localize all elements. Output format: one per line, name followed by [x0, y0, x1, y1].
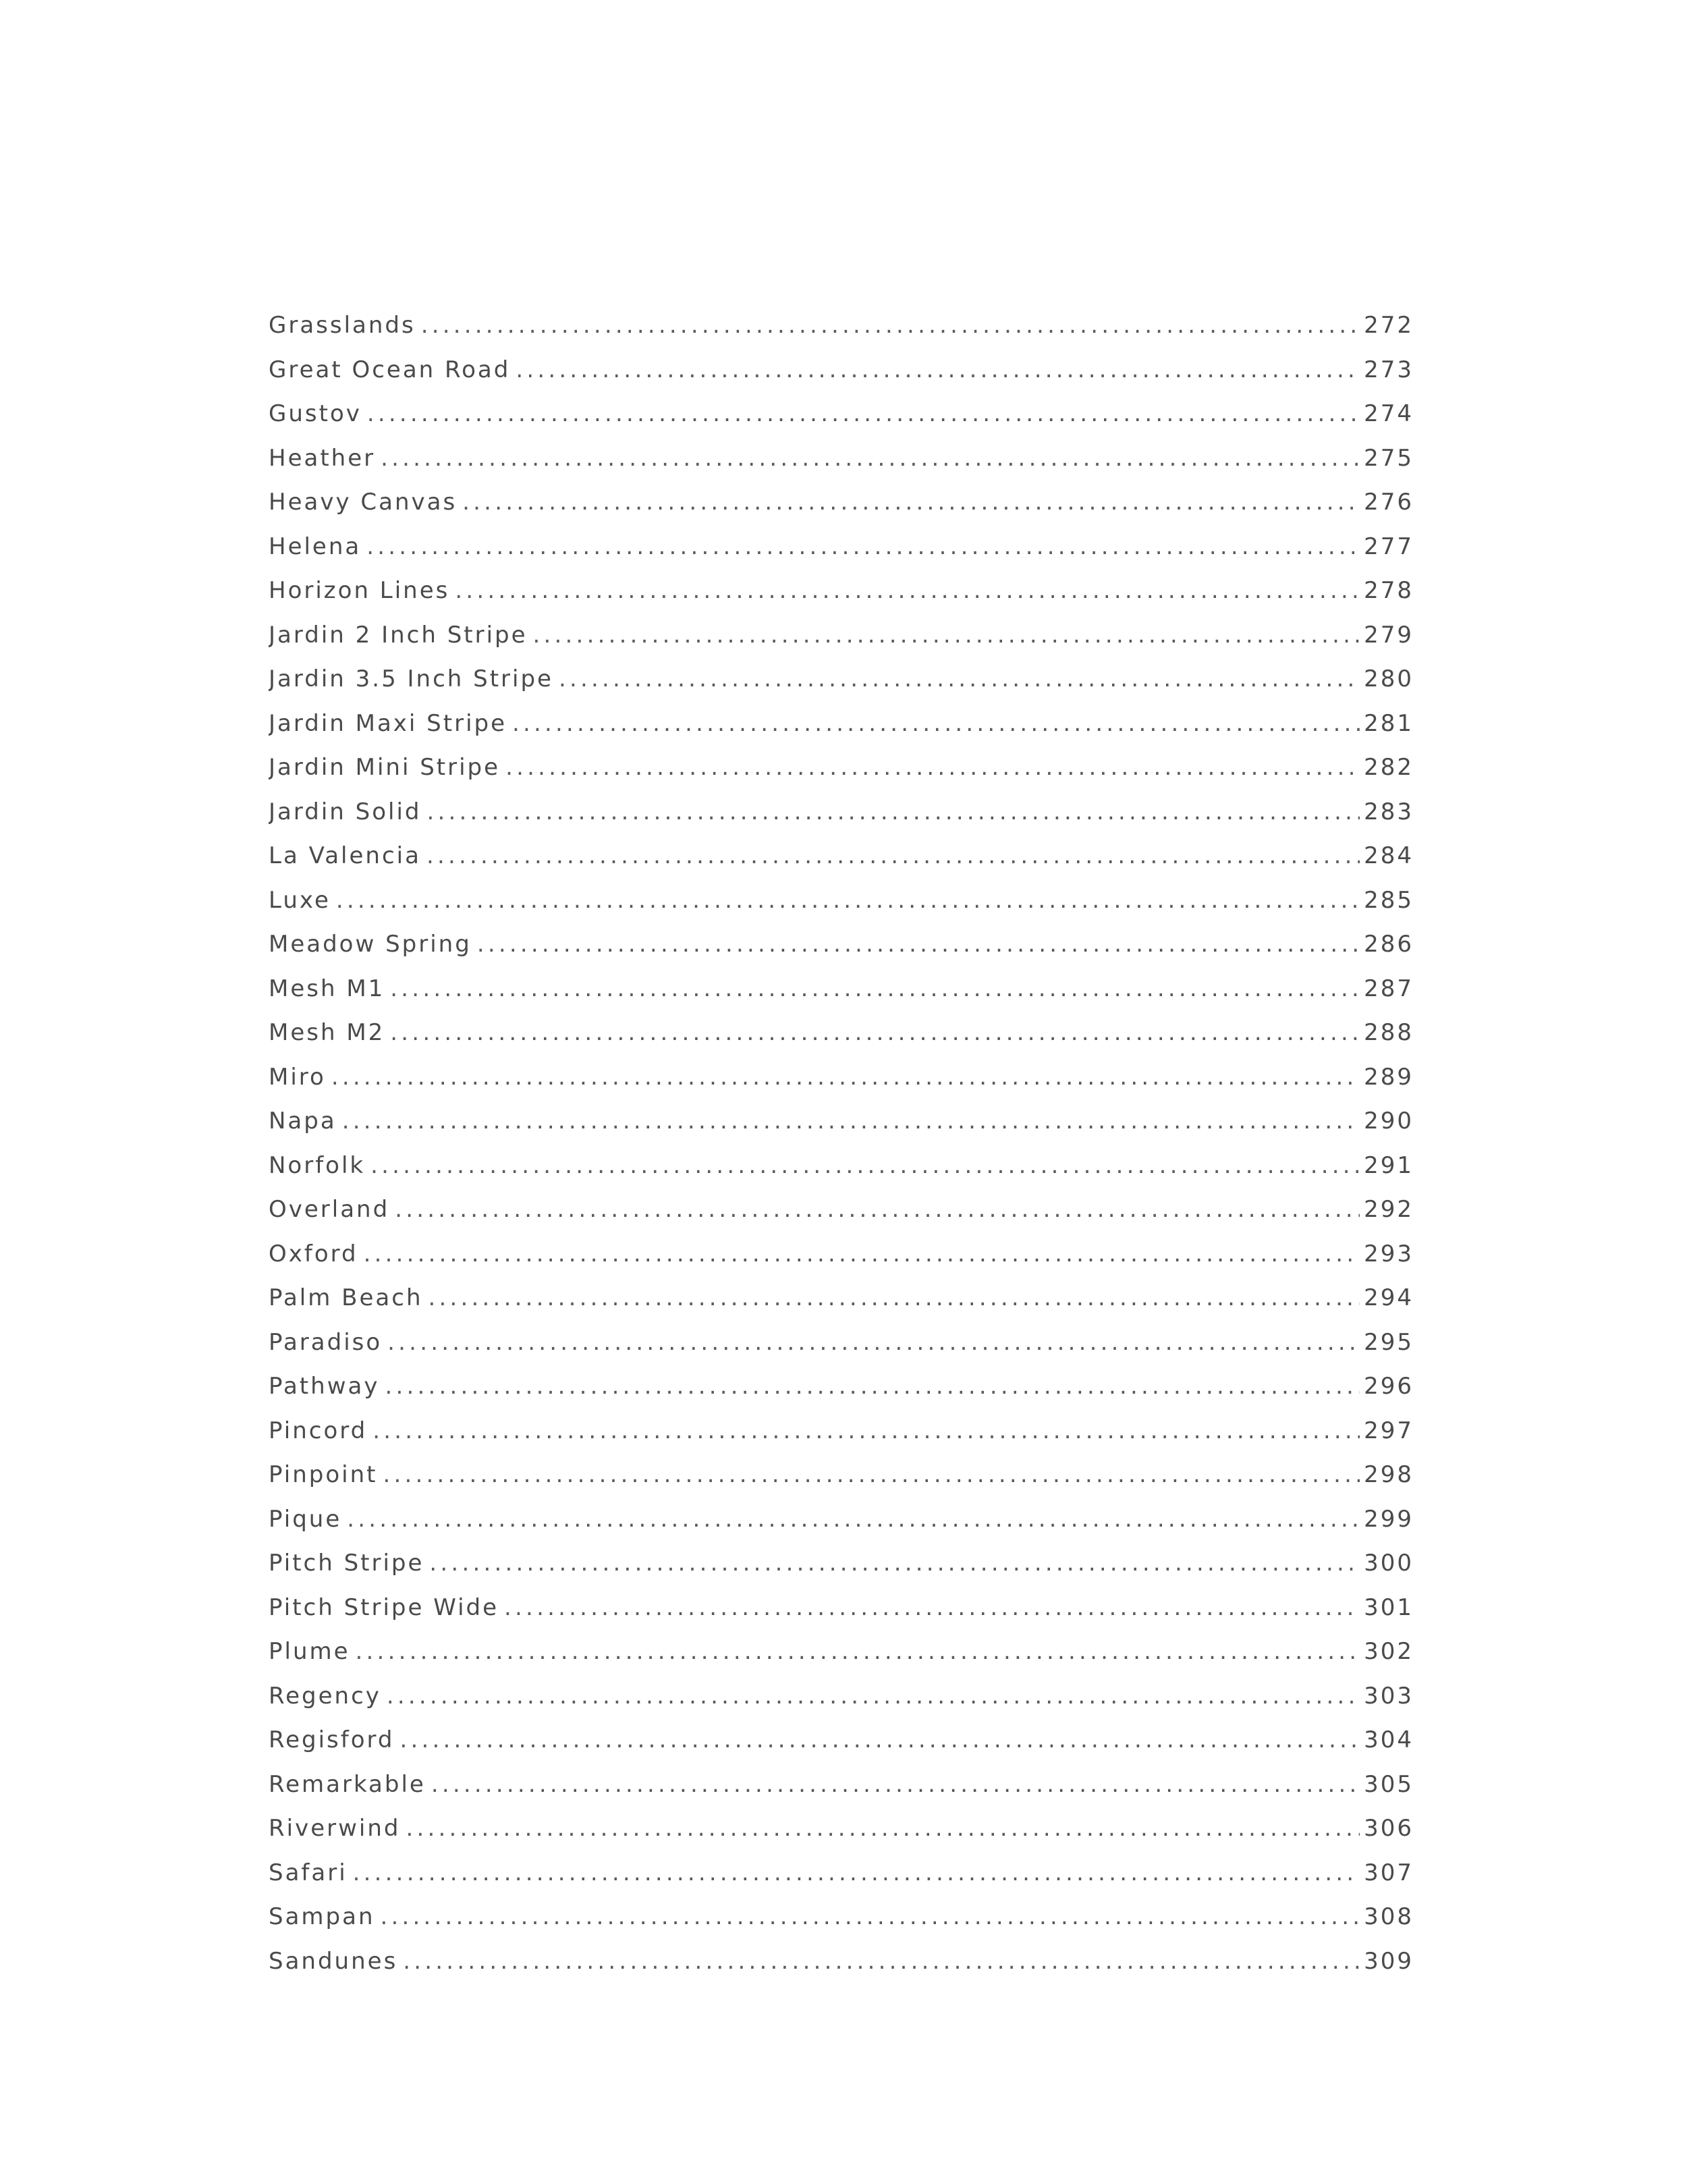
- toc-entry[interactable]: [269, 1903, 1414, 1948]
- toc-entry[interactable]: [269, 754, 1414, 798]
- toc-entry[interactable]: [269, 1771, 1414, 1816]
- toc-entry-page: 291: [1364, 1151, 1414, 1179]
- toc-entry-title: Napa: [269, 1108, 337, 1135]
- toc-entry-page: 304: [1364, 1726, 1414, 1753]
- dot-leader: [533, 622, 1360, 649]
- dot-leader: [364, 1240, 1360, 1267]
- dot-leader: [381, 445, 1360, 472]
- toc-entry-title: Palm Beach: [269, 1284, 423, 1311]
- toc-entry-page: 286: [1364, 931, 1414, 958]
- toc-entry-title: Paradiso: [269, 1328, 383, 1356]
- toc-entry[interactable]: [269, 798, 1414, 843]
- toc-entry[interactable]: [269, 489, 1414, 533]
- dot-leader: [505, 754, 1360, 781]
- toc-entry[interactable]: [269, 1815, 1414, 1859]
- dot-leader: [477, 931, 1360, 958]
- dot-leader: [421, 312, 1360, 339]
- toc-entry-page: 297: [1364, 1417, 1414, 1444]
- toc-entry[interactable]: [269, 1240, 1414, 1285]
- toc-entry-title: Grasslands: [269, 312, 416, 339]
- dot-leader: [395, 1196, 1360, 1223]
- toc-entry-title: Norfolk: [269, 1151, 366, 1179]
- toc-entry-title: Mesh M2: [269, 1019, 385, 1046]
- toc-entry[interactable]: [269, 1108, 1414, 1152]
- toc-entry-title: Sandunes: [269, 1947, 398, 1975]
- toc-entry-title: Pathway: [269, 1373, 380, 1400]
- toc-entry-page: 282: [1364, 754, 1414, 781]
- dot-leader: [347, 1506, 1360, 1533]
- toc-entry-page: 292: [1364, 1196, 1414, 1223]
- toc-entry[interactable]: [269, 887, 1414, 931]
- dot-leader: [372, 1417, 1360, 1444]
- toc-entry-title: Remarkable: [269, 1770, 426, 1798]
- toc-entry-title: Helena: [269, 533, 362, 560]
- toc-entry-page: 279: [1364, 621, 1414, 649]
- toc-entry-page: 300: [1364, 1550, 1414, 1577]
- dot-leader: [331, 1064, 1360, 1091]
- toc-entry-page: 308: [1364, 1903, 1414, 1930]
- toc-entry[interactable]: [269, 1284, 1414, 1329]
- toc-entry[interactable]: [269, 1373, 1414, 1417]
- toc-entry-page: 272: [1364, 312, 1414, 339]
- toc-entry-title: Mesh M1: [269, 975, 385, 1002]
- toc-entry[interactable]: [269, 1461, 1414, 1506]
- toc-entry[interactable]: [269, 1064, 1414, 1108]
- toc-entry-page: 309: [1364, 1947, 1414, 1975]
- toc-entry-title: Oxford: [269, 1240, 358, 1267]
- toc-entry-page: 290: [1364, 1108, 1414, 1135]
- toc-entry-page: 303: [1364, 1682, 1414, 1710]
- toc-entry-page: 307: [1364, 1859, 1414, 1886]
- toc-entry-title: Regisford: [269, 1726, 395, 1753]
- toc-entry-page: 294: [1364, 1284, 1414, 1311]
- dot-leader: [431, 1771, 1360, 1798]
- dot-leader: [381, 1903, 1360, 1930]
- toc-entry-page: 275: [1364, 444, 1414, 472]
- dot-leader: [387, 1683, 1360, 1710]
- dot-leader: [462, 489, 1360, 516]
- toc-entry[interactable]: [269, 533, 1414, 578]
- dot-leader: [455, 577, 1360, 604]
- toc-entry[interactable]: [269, 975, 1414, 1020]
- toc-entry-page: 274: [1364, 400, 1414, 427]
- toc-entry[interactable]: [269, 1019, 1414, 1064]
- toc-entry[interactable]: [269, 1152, 1414, 1197]
- toc-entry-page: 273: [1364, 356, 1414, 383]
- toc-entry-page: 306: [1364, 1815, 1414, 1842]
- toc-entry-title: Miro: [269, 1063, 326, 1091]
- dot-leader: [342, 1108, 1360, 1135]
- dot-leader: [429, 1550, 1360, 1577]
- toc-entry-page: 301: [1364, 1593, 1414, 1621]
- dot-leader: [403, 1948, 1360, 1975]
- toc-entry[interactable]: [269, 931, 1414, 975]
- toc-entry-page: 283: [1364, 798, 1414, 825]
- toc-entry-title: Jardin 3.5 Inch Stripe: [269, 665, 553, 692]
- dot-leader: [385, 1373, 1360, 1400]
- dot-leader: [400, 1726, 1360, 1753]
- toc-entry-title: Gustov: [269, 400, 362, 427]
- toc-entry-title: Horizon Lines: [269, 577, 450, 604]
- dot-leader: [366, 533, 1360, 560]
- toc-entry[interactable]: [269, 665, 1414, 710]
- toc-entry-title: Great Ocean Road: [269, 356, 511, 383]
- dot-leader: [367, 400, 1360, 427]
- toc-entry[interactable]: [269, 1417, 1414, 1462]
- toc-entry[interactable]: [269, 1506, 1414, 1550]
- dot-leader: [512, 710, 1360, 737]
- toc-entry-page: 285: [1364, 886, 1414, 914]
- dot-leader: [353, 1859, 1360, 1886]
- toc-entry[interactable]: [269, 445, 1414, 489]
- toc-entry-page: 280: [1364, 665, 1414, 692]
- dot-leader: [356, 1638, 1360, 1665]
- toc-entry-page: 276: [1364, 489, 1414, 516]
- toc-entry-title: Overland: [269, 1196, 390, 1223]
- dot-leader: [516, 356, 1360, 383]
- toc-entry-page: 278: [1364, 577, 1414, 604]
- toc-entry-title: Pique: [269, 1505, 342, 1533]
- toc-entry-page: 287: [1364, 975, 1414, 1002]
- dot-leader: [428, 1284, 1360, 1311]
- toc-entry-title: Jardin Solid: [269, 798, 422, 825]
- dot-leader: [559, 665, 1360, 692]
- toc-entry-title: Pinpoint: [269, 1461, 378, 1488]
- dot-leader: [387, 1329, 1360, 1356]
- toc-entry-page: 288: [1364, 1019, 1414, 1046]
- toc-entry[interactable]: [269, 710, 1414, 755]
- toc-entry[interactable]: [269, 1196, 1414, 1240]
- toc-entry-title: Pitch Stripe: [269, 1550, 424, 1577]
- toc-entry-page: 296: [1364, 1373, 1414, 1400]
- toc-entry-title: Heavy Canvas: [269, 489, 458, 516]
- toc-entry-title: Luxe: [269, 886, 331, 914]
- dot-leader: [383, 1461, 1360, 1488]
- dot-leader: [336, 887, 1360, 914]
- toc-entry-title: Sampan: [269, 1903, 375, 1930]
- toc-entry-page: 305: [1364, 1770, 1414, 1798]
- toc-entry-title: Heather: [269, 444, 376, 472]
- toc-entry-title: Regency: [269, 1682, 381, 1710]
- toc-entry-title: Jardin 2 Inch Stripe: [269, 621, 528, 649]
- toc-entry[interactable]: [269, 1638, 1414, 1683]
- toc-entry[interactable]: [269, 1329, 1414, 1373]
- toc-entry[interactable]: [269, 1859, 1414, 1904]
- dot-leader: [390, 975, 1360, 1002]
- toc-entry-title: Riverwind: [269, 1815, 401, 1842]
- dot-leader: [406, 1815, 1360, 1842]
- toc-entry-title: Jardin Maxi Stripe: [269, 709, 507, 737]
- toc-entry-page: 284: [1364, 842, 1414, 869]
- toc-entry[interactable]: [269, 1683, 1414, 1727]
- toc-entry[interactable]: [269, 1550, 1414, 1594]
- toc-entry[interactable]: [269, 1594, 1414, 1639]
- toc-entry[interactable]: [269, 400, 1414, 445]
- dot-leader: [504, 1594, 1360, 1621]
- toc-entry[interactable]: [269, 842, 1414, 887]
- dot-leader: [426, 842, 1360, 869]
- toc-entry-title: Jardin Mini Stripe: [269, 754, 501, 781]
- toc-entry-title: Safari: [269, 1859, 348, 1886]
- toc-entry[interactable]: [269, 1726, 1414, 1771]
- toc-entry-title: La Valencia: [269, 842, 421, 869]
- toc-entry-page: 295: [1364, 1328, 1414, 1356]
- toc-entry-page: 281: [1364, 709, 1414, 737]
- dot-leader: [370, 1152, 1360, 1179]
- toc-entry-title: Pitch Stripe Wide: [269, 1593, 499, 1621]
- toc-entry-page: 277: [1364, 533, 1414, 560]
- toc-entry[interactable]: [269, 312, 1414, 356]
- dot-leader: [427, 798, 1360, 825]
- table-of-contents: [269, 312, 1414, 1992]
- toc-entry-title: Plume: [269, 1638, 350, 1665]
- toc-entry[interactable]: [269, 577, 1414, 622]
- toc-entry-page: 298: [1364, 1461, 1414, 1488]
- toc-entry-page: 289: [1364, 1063, 1414, 1091]
- toc-entry-page: 302: [1364, 1638, 1414, 1665]
- toc-entry-title: Meadow Spring: [269, 931, 472, 958]
- dot-leader: [390, 1019, 1360, 1046]
- toc-entry-page: 293: [1364, 1240, 1414, 1267]
- toc-entry[interactable]: [269, 1948, 1414, 1992]
- toc-entry[interactable]: [269, 622, 1414, 666]
- toc-entry[interactable]: [269, 356, 1414, 401]
- toc-entry-title: Pincord: [269, 1417, 368, 1444]
- toc-entry-page: 299: [1364, 1505, 1414, 1533]
